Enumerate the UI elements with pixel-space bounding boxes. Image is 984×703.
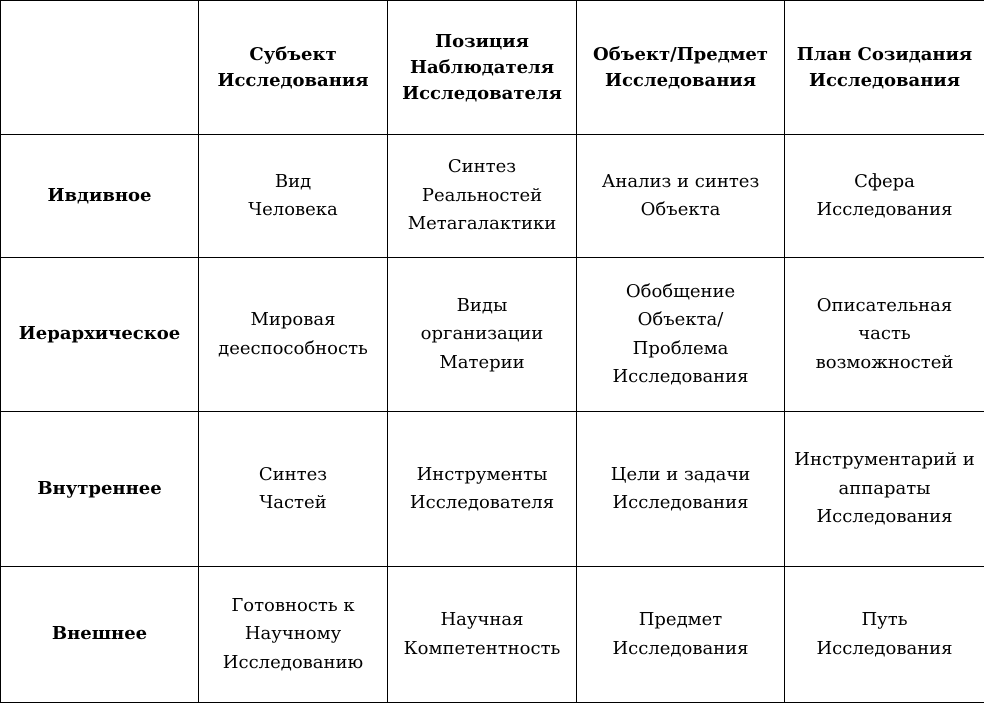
column-header-object-subject: Объект/Предмет Исследования [577, 1, 785, 135]
table-cell: Путь Исследования [785, 567, 984, 703]
table-cell: Виды организации Материи [388, 258, 577, 412]
table-cell: Предмет Исследования [577, 567, 785, 703]
table-cell: Обобщение Объекта/ Проблема Исследования [577, 258, 785, 412]
table-cell: Научная Компетентность [388, 567, 577, 703]
table-cell: Синтез Частей [199, 412, 388, 567]
header-row [1, 1, 984, 135]
row-header: Ивдивное [1, 135, 199, 258]
table-cell: Цели и задачи Исследования [577, 412, 785, 567]
table-row [1, 567, 984, 703]
table-row [1, 258, 984, 412]
table-cell: Описательная часть возможностей [785, 258, 984, 412]
column-header-creation-plan: План Созидания Исследования [785, 1, 984, 135]
table-cell: Анализ и синтез Объекта [577, 135, 785, 258]
table-cell: Сфера Исследования [785, 135, 984, 258]
empty-corner-cell [1, 1, 199, 135]
row-header: Внутреннее [1, 412, 199, 567]
column-header-observer-position: Позиция Наблюдателя Исследователя [388, 1, 577, 135]
table-row [1, 412, 984, 567]
table-cell: Вид Человека [199, 135, 388, 258]
table-cell: Готовность к Научному Исследованию [199, 567, 388, 703]
table-cell: Синтез Реальностей Метагалактики [388, 135, 577, 258]
table-row [1, 135, 984, 258]
row-header: Иерархическое [1, 258, 199, 412]
table-cell: Мировая дееспособность [199, 258, 388, 412]
row-header: Внешнее [1, 567, 199, 703]
table-cell: Инструменты Исследователя [388, 412, 577, 567]
column-header-subject: Субъект Исследования [199, 1, 388, 135]
table-cell: Инструментарий и аппараты Исследования [785, 412, 984, 567]
